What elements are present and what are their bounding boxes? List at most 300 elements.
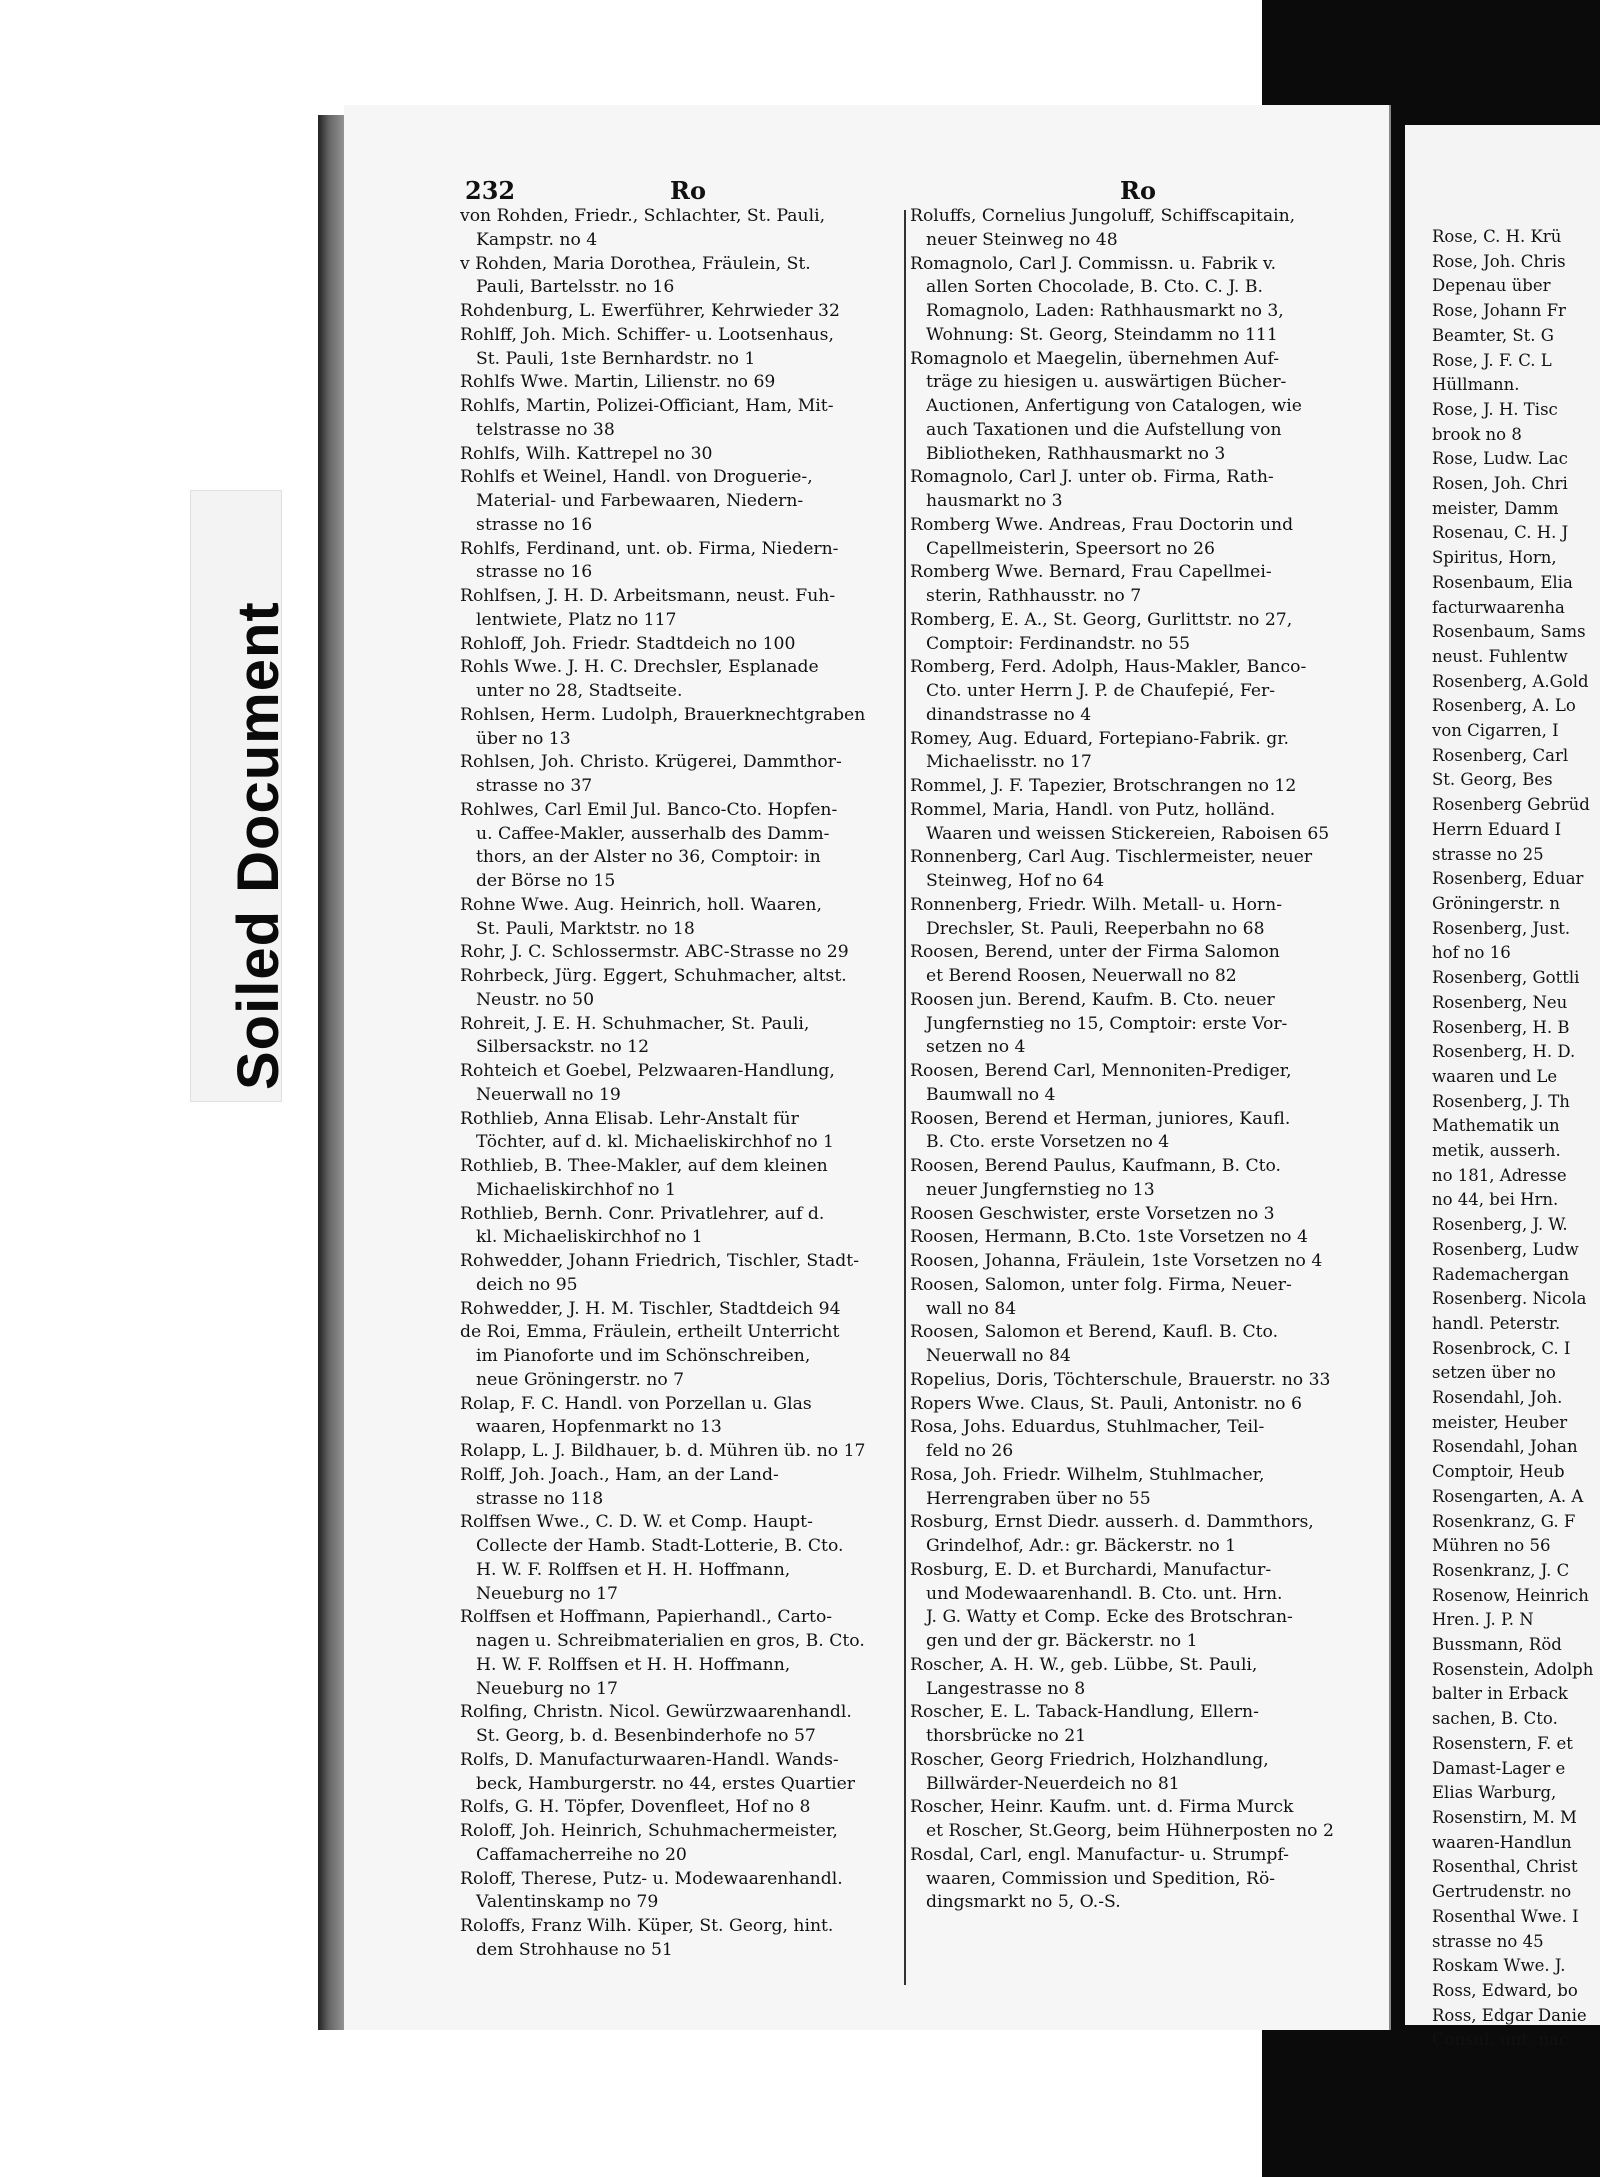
entry-line: Cto. unter Herrn J. P. de Chaufepié, Fer- [926, 681, 1276, 701]
directory-entry [460, 1321, 910, 1392]
directory-entry [460, 1511, 910, 1606]
entry-line: Rohlff, Joh. Mich. Schiffer- u. Lootsenhaus, [460, 324, 834, 345]
entry-line-fragment: balter in Erback [1432, 1684, 1568, 1704]
directory-entry [460, 965, 910, 1013]
directory-entry [460, 1749, 910, 1797]
entry-line-fragment: Rosenberg, A.Gold [1432, 671, 1589, 691]
directory-entry [910, 348, 1355, 467]
entry-line: Roosen, Salomon et Berend, Kaufl. B. Cto. [910, 1322, 1279, 1343]
entry-line: St. Pauli, Marktstr. no 18 [476, 918, 695, 939]
entry-line: Rolff, Joh. Joach., Ham, an der Land- [460, 1464, 779, 1485]
entry-line-fragment: Rosenberg, Gottli [1432, 968, 1580, 988]
entry-line-fragment: Rosen, Joh. Chri [1432, 474, 1568, 494]
directory-entry [910, 799, 1355, 847]
entry-line: Capellmeisterin, Speersort no 26 [926, 538, 1215, 559]
entry-line: Roosen, Berend Paulus, Kaufmann, B. Cto. [910, 1156, 1282, 1176]
entry-line-fragment: Rademachergan [1432, 1264, 1569, 1284]
entry-line: J. G. Watty et Comp. Ecke des Brotschran- [926, 1607, 1293, 1628]
entry-line-fragment: Rosenberg, J. Th [1432, 1091, 1570, 1111]
directory-entry [910, 989, 1355, 1060]
entry-line-fragment: Ross, Edward, bo [1432, 1980, 1578, 2000]
soiled-document-label: Soiled Document [226, 601, 291, 1090]
entry-line-fragment: Rosenbrock, C. I [1432, 1338, 1571, 1358]
directory-entry [910, 728, 1355, 776]
directory-entry [910, 1844, 1355, 1915]
entry-line: feld no 26 [926, 1441, 1014, 1461]
directory-entry [910, 1749, 1355, 1797]
entry-line: Grindelhof, Adr.: gr. Bäckerstr. no 1 [926, 1536, 1237, 1556]
directory-entry [910, 1226, 1355, 1250]
entry-line: de Roi, Emma, Fräulein, ertheilt Unterricht [460, 1322, 840, 1343]
entry-line-fragment: Rose, C. H. Krü [1432, 227, 1562, 246]
directory-entry [460, 704, 910, 752]
directory-entry [460, 1250, 910, 1298]
entry-line: waaren, Hopfenmarkt no 13 [476, 1417, 722, 1438]
directory-entry [910, 1108, 1355, 1156]
entry-line: auch Taxationen und die Aufstellung von [926, 419, 1282, 440]
entry-line: Roosen, Johanna, Fräulein, 1ste Vorsetzen no 4 [910, 1251, 1323, 1271]
page-number: 232 [465, 176, 516, 205]
entry-line: Herrengraben über no 55 [926, 1488, 1151, 1509]
entry-line: träge zu hiesigen u. auswärtigen Bücher- [926, 372, 1287, 393]
entry-line: Kampstr. no 4 [476, 229, 598, 250]
directory-entry [460, 1203, 910, 1251]
entry-line: Romey, Aug. Eduard, Fortepiano-Fabrik. gr. [910, 728, 1289, 749]
entry-line-fragment: Rosenkranz, J. C [1432, 1560, 1570, 1580]
entry-line: dingsmarkt no 5, O.-S. [926, 1892, 1121, 1913]
entry-line: hausmarkt no 3 [926, 491, 1063, 511]
entry-line: Romberg, E. A., St. Georg, Gurlittstr. no 27, [910, 609, 1293, 630]
entry-line: Ropelius, Doris, Töchterschule, Brauerstr. no 33 [910, 1369, 1331, 1390]
entry-line: Romagnolo, Laden: Rathhausmarkt no 3, [926, 301, 1284, 321]
entry-line: über no 13 [476, 728, 571, 749]
directory-entry [910, 656, 1355, 727]
entry-line: thors, an der Alster no 36, Comptoir: in [476, 847, 821, 868]
entry-line: Rommel, J. F. Tapezier, Brotschrangen no 12 [910, 776, 1297, 796]
entry-line: von Rohden, Friedr., Schlachter, St. Pauli, [460, 206, 826, 226]
directory-entry [910, 253, 1355, 348]
entry-line-fragment: Rosenstirn, M. M [1432, 1808, 1577, 1827]
entry-line: Rohlsen, Joh. Christo. Krügerei, Dammthor- [460, 752, 842, 773]
directory-entry [460, 1298, 910, 1322]
entry-line-fragment: von Cigarren, I [1432, 721, 1559, 741]
entry-line: B. Cto. erste Vorsetzen no 4 [926, 1132, 1170, 1153]
directory-entry [460, 1108, 910, 1156]
entry-line: Roluffs, Cornelius Jungoluff, Schiffscapitain, [910, 206, 1296, 226]
entry-line: u. Caffee-Makler, ausserhalb des Damm- [476, 823, 830, 844]
entry-line: kl. Michaeliskirchhof no 1 [476, 1227, 703, 1248]
entry-line: Rothlieb, B. Thee-Makler, auf dem kleinen [460, 1156, 828, 1176]
directory-entry [910, 775, 1355, 799]
entry-line: Roloffs, Franz Wilh. Küper, St. Georg, hint. [460, 1916, 834, 1936]
entry-line: nagen u. Schreibmaterialien en gros, B. Cto. [476, 1631, 865, 1651]
entry-line-fragment: Rosenstein, Adolph [1432, 1659, 1594, 1679]
entry-line-fragment: Rosenau, C. H. J [1432, 523, 1569, 543]
directory-entry [460, 1868, 910, 1916]
directory-column-right [1432, 225, 1600, 2053]
entry-line: Rolfs, G. H. Töpfer, Dovenfleet, Hof no 8 [460, 1797, 811, 1818]
entry-line-fragment: Rosenberg, A. Lo [1432, 696, 1576, 716]
entry-line: Ronnenberg, Friedr. Wilh. Metall- u. Horn- [910, 894, 1283, 915]
entry-line-fragment: Beamter, St. G [1432, 325, 1554, 345]
entry-line: Romagnolo, Carl J. Commissn. u. Fabrik v. [910, 253, 1277, 274]
entry-line: Neueburg no 17 [476, 1583, 618, 1604]
entry-line: Caffamacherreihe no 20 [476, 1844, 687, 1865]
entry-line: dinandstrasse no 4 [926, 704, 1092, 725]
directory-entry [460, 1464, 910, 1512]
entry-line: Wohnung: St. Georg, Steindamm no 111 [926, 324, 1278, 345]
entry-line-fragment: Rosenow, Heinrich [1432, 1585, 1589, 1605]
entry-line: Rohrbeck, Jürg. Eggert, Schuhmacher, altst. [460, 966, 847, 986]
entry-line: Rohlfs, Martin, Polizei-Officiant, Ham, Mit- [460, 396, 834, 416]
column-divider [904, 210, 906, 1985]
entry-line: Rosburg, E. D. et Burchardi, Manufactur- [910, 1559, 1272, 1580]
entry-line: gen und der gr. Bäckerstr. no 1 [926, 1631, 1198, 1651]
entry-line: H. W. F. Rolffsen et H. H. Hoffmann, [476, 1559, 791, 1580]
entry-line: Billwärder-Neuerdeich no 81 [926, 1773, 1180, 1794]
entry-line-fragment: Gertrudenstr. no [1432, 1882, 1572, 1902]
entry-line-fragment: Rosenberg, Carl [1432, 745, 1569, 765]
entry-line: Rothlieb, Anna Elisab. Lehr-Anstalt für [460, 1108, 799, 1129]
entry-line: Rohlfs, Wilh. Kattrepel no 30 [460, 443, 713, 464]
entry-line: Comptoir: Ferdinandstr. no 55 [926, 633, 1191, 654]
directory-entry [460, 324, 910, 372]
entry-line: und Modewaarenhandl. B. Cto. unt. Hrn. [926, 1583, 1283, 1604]
entry-line-fragment: facturwaarenha [1432, 597, 1565, 617]
entry-line-fragment: Rosenberg. Nicola [1432, 1289, 1587, 1309]
entry-line: Rosburg, Ernst Diedr. ausserh. d. Dammthors, [910, 1512, 1314, 1533]
entry-line: Roosen Geschwister, erste Vorsetzen no 3 [910, 1203, 1275, 1224]
entry-line: v Rohden, Maria Dorothea, Fräulein, St. [460, 253, 811, 274]
entry-line-fragment: Rosengarten, A. A [1432, 1486, 1584, 1506]
entry-line-fragment: Elias Warburg, [1432, 1783, 1557, 1803]
entry-line-fragment: meister, Heuber [1432, 1412, 1568, 1432]
entry-line-fragment: metik, ausserh. [1432, 1141, 1561, 1161]
entry-line: Rohls Wwe. J. H. C. Drechsler, Esplanade [460, 657, 819, 678]
directory-entry [460, 443, 910, 467]
entry-line-fragment: Rose, Ludw. Lac [1432, 449, 1568, 469]
directory-entry [460, 941, 910, 965]
entry-line-fragment: strasse no 25 [1432, 844, 1544, 864]
entry-line: et Roscher, St.Georg, beim Hühnerposten no 2 [926, 1821, 1334, 1841]
entry-line-fragment: Bussmann, Röd [1432, 1635, 1562, 1655]
directory-entry [910, 1060, 1355, 1108]
entry-line: strasse no 16 [476, 514, 593, 535]
entry-line: Roosen, Hermann, B.Cto. 1ste Vorsetzen no 4 [910, 1227, 1308, 1248]
entry-line: Romberg, Ferd. Adolph, Haus-Makler, Banco- [910, 657, 1307, 678]
entry-line: Valentinskamp no 79 [476, 1892, 659, 1913]
entry-line: Rohreit, J. E. H. Schuhmacher, St. Pauli, [460, 1013, 810, 1034]
entry-line: Roosen, Salomon, unter folg. Firma, Neuer- [910, 1274, 1292, 1295]
directory-entry [910, 561, 1355, 609]
entry-line-fragment: Rosenberg, Eduar [1432, 869, 1584, 889]
entry-line: St. Georg, b. d. Besenbinderhofe no 57 [476, 1726, 816, 1746]
entry-line: Rohlwes, Carl Emil Jul. Banco-Cto. Hopfen- [460, 799, 838, 820]
entry-line: Jungfernstieg no 15, Comptoir: erste Vor- [926, 1013, 1288, 1034]
entry-line-fragment: Rosenstern, F. et [1432, 1733, 1573, 1753]
entry-line: Ronnenberg, Carl Aug. Tischlermeister, neuer [910, 847, 1313, 868]
entry-line: dem Strohhause no 51 [476, 1939, 673, 1960]
entry-line: Rohwedder, Johann Friedrich, Tischler, Stadt- [460, 1251, 860, 1271]
entry-line: Ropers Wwe. Claus, St. Pauli, Antonistr. no 6 [910, 1393, 1302, 1414]
entry-line-fragment: Herrn Eduard I [1432, 819, 1562, 839]
entry-line: Rolapp, L. J. Bildhauer, b. d. Mühren üb. no 17 [460, 1441, 866, 1461]
entry-line: Rohteich et Goebel, Pelzwaaren-Handlung, [460, 1061, 835, 1081]
entry-line: Rohlfsen, J. H. D. Arbeitsmann, neust. Fuh- [460, 586, 836, 606]
directory-entry [910, 1321, 1355, 1369]
entry-line: Rohdenburg, L. Ewerführer, Kehrwieder 32 [460, 301, 840, 321]
entry-line: Waaren und weissen Stickereien, Raboisen 65 [926, 823, 1330, 844]
directory-entry [910, 205, 1355, 253]
directory-entry [460, 799, 910, 894]
entry-line-fragment: Rosendahl, Johan [1432, 1437, 1578, 1457]
entry-line: Auctionen, Anfertigung von Catalogen, wie [926, 396, 1302, 416]
entry-line: Rohr, J. C. Schlossermstr. ABC-Strasse no 29 [460, 942, 849, 963]
entry-line: Roosen, Berend, unter der Firma Salomon [910, 942, 1280, 963]
entry-line: Rohloff, Joh. Friedr. Stadtdeich no 100 [460, 633, 796, 654]
entry-line: Pauli, Bartelsstr. no 16 [476, 277, 675, 298]
directory-entry [910, 894, 1355, 942]
entry-line: Roosen, Berend et Herman, juniores, Kaufl. [910, 1108, 1291, 1129]
directory-entry [910, 1654, 1355, 1702]
entry-line: beck, Hamburgerstr. no 44, erstes Quartier [476, 1773, 855, 1794]
entry-line-fragment: neust. Fuhlentw [1432, 646, 1568, 666]
entry-line: telstrasse no 38 [476, 419, 615, 440]
entry-line: Rohlfs et Weinel, Handl. von Droguerie-, [460, 467, 813, 488]
directory-entry [460, 585, 910, 633]
entry-line-fragment: Depenau über [1432, 276, 1551, 296]
entry-line: wall no 84 [926, 1298, 1017, 1319]
entry-line-fragment: handl. Peterstr. [1432, 1313, 1561, 1333]
directory-entry [910, 1274, 1355, 1322]
entry-line: Töchter, auf d. kl. Michaeliskirchhof no 1 [476, 1132, 834, 1153]
directory-entry [460, 894, 910, 942]
entry-line: Bibliotheken, Rathhausmarkt no 3 [926, 443, 1226, 464]
directory-entry [460, 1820, 910, 1868]
directory-entry [460, 1013, 910, 1061]
directory-entry [910, 466, 1355, 514]
entry-line-fragment: Rosenberg, Just. [1432, 918, 1571, 938]
directory-entry [460, 1606, 910, 1701]
entry-line: Rolffsen et Hoffmann, Papierhandl., Carto- [460, 1607, 833, 1628]
directory-entry [910, 1701, 1355, 1749]
directory-entry [460, 633, 910, 657]
entry-line: Neustr. no 50 [476, 989, 595, 1010]
entry-line: Romagnolo et Maegelin, übernehmen Auf- [910, 348, 1280, 369]
entry-line: deich no 95 [476, 1274, 578, 1295]
entry-line: sterin, Rathhausstr. no 7 [926, 586, 1142, 606]
entry-line: der Börse no 15 [476, 871, 616, 891]
directory-entry [460, 1155, 910, 1203]
entry-line-fragment: Rose, Joh. Chris [1432, 251, 1566, 271]
directory-entry [910, 1416, 1355, 1464]
entry-line-fragment: meister, Damm [1432, 498, 1559, 518]
directory-entry [460, 205, 910, 253]
directory-entry [910, 1393, 1355, 1417]
entry-line: Rohlsen, Herm. Ludolph, Brauerknechtgraben [460, 704, 866, 725]
entry-line-fragment: Ross, Edgar Danie [1432, 2005, 1587, 2025]
directory-entry [910, 941, 1355, 989]
entry-line-fragment: waaren und Le [1432, 1066, 1558, 1086]
entry-line-fragment: Mathematik un [1432, 1116, 1560, 1136]
directory-entry [460, 751, 910, 799]
entry-line-fragment: Rosenberg, Neu [1432, 992, 1568, 1012]
entry-line: Romberg Wwe. Andreas, Frau Doctorin und [910, 514, 1294, 535]
directory-entry [910, 1155, 1355, 1203]
directory-entry [910, 1511, 1355, 1559]
entry-line: strasse no 118 [476, 1488, 604, 1509]
entry-line-fragment: Rosenbaum, Elia [1432, 572, 1573, 592]
directory-entry [910, 514, 1355, 562]
entry-line-fragment: Rosenkranz, G. F [1432, 1511, 1576, 1531]
directory-entry [460, 538, 910, 586]
running-head-right: Ro [1120, 176, 1156, 205]
entry-line-fragment: Rose, J. F. C. L [1432, 350, 1552, 370]
entry-line: Rosdal, Carl, engl. Manufactur- u. Strumpf- [910, 1844, 1289, 1865]
entry-line-fragment: no 44, bei Hrn. [1432, 1190, 1559, 1210]
entry-line: Rohlfs Wwe. Martin, Lilienstr. no 69 [460, 372, 776, 393]
entry-line: Neuerwall no 84 [926, 1346, 1071, 1366]
directory-entry [460, 1440, 910, 1464]
entry-line: Rosa, Joh. Friedr. Wilhelm, Stuhlmacher, [910, 1464, 1265, 1485]
entry-line-fragment: Consul, unt. nac [1432, 2030, 1569, 2050]
entry-line: Rohlfs, Ferdinand, unt. ob. Firma, Niedern- [460, 538, 839, 559]
directory-entry [910, 609, 1355, 657]
entry-line-fragment: Rosenthal, Christ [1432, 1857, 1578, 1877]
entry-line-fragment: Rosenberg, H. D. [1432, 1042, 1576, 1062]
entry-line-fragment: St. Georg, Bes [1432, 770, 1553, 790]
entry-line: Rohne Wwe. Aug. Heinrich, holl. Waaren, [460, 894, 822, 915]
entry-line: Michaeliskirchhof no 1 [476, 1179, 676, 1200]
entry-line-fragment: Rosenbaum, Sams [1432, 622, 1586, 642]
entry-line: waaren, Commission und Spedition, Rö- [926, 1868, 1276, 1889]
directory-entry [460, 1060, 910, 1108]
entry-line: Rommel, Maria, Handl. von Putz, holländ. [910, 799, 1276, 820]
directory-entry [460, 466, 910, 537]
entry-line: im Pianoforte und im Schönschreiben, [476, 1346, 811, 1366]
entry-line-fragment: Mühren no 56 [1432, 1536, 1551, 1556]
entry-line: Roosen jun. Berend, Kaufm. B. Cto. neuer [910, 989, 1275, 1010]
entry-line-fragment: Roskam Wwe. J. [1432, 1956, 1566, 1976]
entry-line: H. W. F. Rolffsen et H. H. Hoffmann, [476, 1654, 791, 1675]
directory-entry [910, 846, 1355, 894]
entry-line: Silbersackstr. no 12 [476, 1037, 649, 1058]
entry-line: Rosa, Johs. Eduardus, Stuhlmacher, Teil- [910, 1417, 1265, 1438]
directory-entry [910, 1796, 1355, 1844]
entry-line: neuer Jungfernstieg no 13 [926, 1179, 1155, 1200]
entry-line: Roscher, E. L. Taback-Handlung, Ellern- [910, 1702, 1259, 1723]
entry-line: Rothlieb, Bernh. Conr. Privatlehrer, auf d. [460, 1203, 825, 1224]
entry-line-fragment: Rosenberg Gebrüd [1432, 795, 1590, 815]
entry-line: Michaelisstr. no 17 [926, 752, 1092, 773]
entry-line: Roloff, Joh. Heinrich, Schuhmachermeister, [460, 1821, 838, 1841]
entry-line-fragment: Rosenberg, Ludw [1432, 1239, 1579, 1259]
directory-column-middle [910, 205, 1355, 1915]
entry-line-fragment: Hren. J. P. N [1432, 1610, 1534, 1630]
entry-line-fragment: Hüllmann. [1432, 375, 1520, 395]
entry-line-fragment: Rosendahl, Joh. [1432, 1388, 1563, 1408]
entry-line: Rolap, F. C. Handl. von Porzellan u. Glas [460, 1393, 812, 1414]
book-spine [318, 115, 346, 2030]
entry-line: Roscher, Heinr. Kaufm. unt. d. Firma Murck [910, 1797, 1294, 1818]
entry-line-fragment: Rosenberg, J. W. [1432, 1215, 1568, 1235]
directory-entry [910, 1250, 1355, 1274]
entry-line: Drechsler, St. Pauli, Reeperbahn no 68 [926, 918, 1265, 939]
entry-line-fragment: Rosenberg, H. B [1432, 1017, 1570, 1037]
entry-line-fragment: Rosenthal Wwe. I [1432, 1906, 1579, 1926]
entry-line: Neueburg no 17 [476, 1678, 618, 1699]
entry-line: setzen no 4 [926, 1037, 1026, 1058]
entry-line: et Berend Roosen, Neuerwall no 82 [926, 966, 1237, 986]
entry-line: Langestrasse no 8 [926, 1678, 1086, 1699]
entry-line: Romberg Wwe. Bernard, Frau Capellmei- [910, 562, 1272, 583]
directory-entry [460, 253, 910, 301]
directory-entry [460, 1915, 910, 1963]
entry-line-fragment: brook no 8 [1432, 424, 1522, 444]
entry-line-fragment: waaren-Handlun [1432, 1832, 1572, 1852]
entry-line: strasse no 37 [476, 776, 593, 796]
entry-line-fragment: setzen über no [1432, 1363, 1556, 1383]
entry-line: Material- und Farbewaaren, Niedern- [476, 491, 804, 511]
entry-line-fragment: Gröningerstr. n [1432, 893, 1561, 913]
entry-line: Roosen, Berend Carl, Mennoniten-Prediger, [910, 1061, 1292, 1081]
entry-line: unter no 28, Stadtseite. [476, 681, 683, 701]
directory-entry [460, 1701, 910, 1749]
entry-line: Baumwall no 4 [926, 1084, 1056, 1105]
entry-line: Collecte der Hamb. Stadt-Lotterie, B. Cto. [476, 1536, 844, 1556]
entry-line: St. Pauli, 1ste Bernhardstr. no 1 [476, 348, 756, 369]
entry-line: allen Sorten Chocolade, B. Cto. C. J. B. [926, 277, 1263, 298]
entry-line: Rolffsen Wwe., C. D. W. et Comp. Haupt- [460, 1512, 813, 1533]
entry-line-fragment: Rose, Johann Fr [1432, 301, 1566, 321]
entry-line: Romagnolo, Carl J. unter ob. Firma, Rath- [910, 467, 1274, 488]
entry-line: neuer Steinweg no 48 [926, 229, 1118, 250]
entry-line: Rohwedder, J. H. M. Tischler, Stadtdeich 94 [460, 1298, 841, 1319]
entry-line: Rolfing, Christn. Nicol. Gewürzwaarenhandl. [460, 1702, 852, 1723]
entry-line: strasse no 16 [476, 562, 593, 583]
entry-line: Steinweg, Hof no 64 [926, 871, 1105, 891]
directory-entry [460, 656, 910, 704]
entry-line: lentwiete, Platz no 117 [476, 609, 677, 630]
directory-entry [460, 1796, 910, 1820]
directory-entry [910, 1369, 1355, 1393]
entry-line: Roloff, Therese, Putz- u. Modewaarenhandl. [460, 1868, 843, 1889]
directory-entry [910, 1464, 1355, 1512]
directory-entry [910, 1203, 1355, 1227]
entry-line-fragment: Damast-Lager e [1432, 1758, 1566, 1778]
directory-column-left [460, 205, 910, 1963]
entry-line: neue Gröningerstr. no 7 [476, 1369, 685, 1390]
entry-line: Roscher, Georg Friedrich, Holzhandlung, [910, 1749, 1269, 1770]
entry-line-fragment: strasse no 45 [1432, 1931, 1544, 1951]
running-head-left: Ro [670, 176, 706, 205]
directory-entry [460, 300, 910, 324]
entry-line-fragment: Comptoir, Heub [1432, 1462, 1565, 1482]
entry-line-fragment: hof no 16 [1432, 943, 1511, 963]
entry-line-fragment: sachen, B. Cto. [1432, 1709, 1558, 1729]
entry-line: thorsbrücke no 21 [926, 1726, 1087, 1746]
entry-line-fragment: Rose, J. H. Tisc [1432, 399, 1558, 419]
directory-entry [460, 395, 910, 443]
entry-line: Rolfs, D. Manufacturwaaren-Handl. Wands- [460, 1749, 839, 1770]
entry-line-fragment: no 181, Adresse [1432, 1165, 1567, 1185]
directory-entry [910, 1559, 1355, 1654]
entry-line-fragment: Spiritus, Horn, [1432, 548, 1557, 568]
entry-line: Neuerwall no 19 [476, 1084, 621, 1105]
entry-line: Roscher, A. H. W., geb. Lübbe, St. Pauli, [910, 1654, 1258, 1675]
directory-entry [460, 1393, 910, 1441]
directory-entry [460, 371, 910, 395]
